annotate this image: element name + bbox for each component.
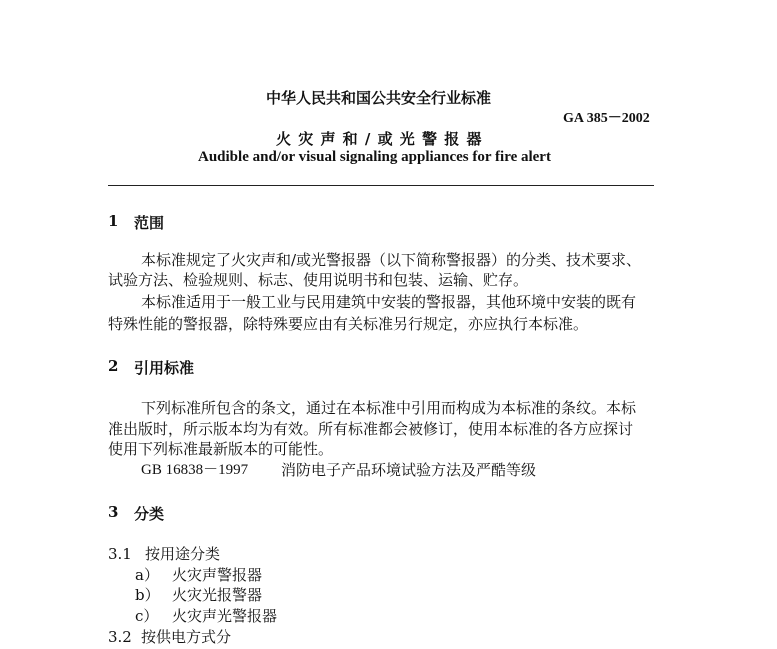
standard-code: GA 385－2002 [563, 111, 650, 126]
section-2-para-line3: 使用下列标准最新版本的可能性。 [108, 440, 334, 458]
document-title-cn: 火 灾 声 和 / 或 光 警 报 器 [276, 130, 483, 148]
document-title-en: Audible and/or visual signaling appliances for fire alert [198, 149, 551, 165]
section-1-para1-line1: 本标准规定了火灾声和/或光警报器（以下简称警报器）的分类、技术要求、 [141, 251, 642, 269]
subsection-3-1-number: 3.1 [108, 545, 132, 563]
subsection-3-1-title: 按用途分类 [145, 545, 221, 563]
section-2-para-line2: 准出版时，所示版本均为有效。所有标准都会被修订，使用本标准的各方应探讨 [108, 420, 634, 438]
list-item-label: a） [135, 566, 159, 584]
subsection-3-2-title: 按供电方式分 [141, 628, 232, 646]
section-1-para2-line2: 特殊性能的警报器，除特殊要应由有关标准另行规定，亦应执行本标准。 [108, 315, 589, 333]
list-item: 火灾声警报器 [172, 566, 263, 584]
section-2-number: 2 [108, 357, 119, 375]
list-item: 火灾声光警报器 [172, 607, 278, 625]
reference-title: 消防电子产品环境试验方法及严酷等级 [281, 461, 537, 479]
section-1-number: 1 [108, 212, 119, 230]
section-1-para2-line1: 本标准适用于一般工业与民用建筑中安装的警报器，其他环境中安装的既有 [141, 293, 637, 311]
section-2-title: 引用标准 [134, 359, 195, 377]
section-1-title: 范围 [134, 214, 165, 232]
section-3-title: 分类 [134, 505, 165, 523]
section-1-para1-line2: 试验方法、检验规则、标志、使用说明书和包装、运输、贮存。 [108, 271, 529, 289]
section-3-number: 3 [108, 503, 119, 521]
header-divider [108, 185, 654, 186]
list-item-label: c） [135, 607, 159, 625]
section-2-para-line1: 下列标准所包含的条文，通过在本标准中引用而构成为本标准的条纹。本标 [141, 399, 637, 417]
subsection-3-2-number: 3.2 [108, 628, 132, 646]
list-item: 火灾光报警器 [172, 586, 263, 604]
list-item-label: b） [135, 586, 160, 604]
reference-code: GB 16838－1997 [141, 462, 249, 478]
standard-authority: 中华人民共和国公共安全行业标准 [266, 89, 492, 107]
